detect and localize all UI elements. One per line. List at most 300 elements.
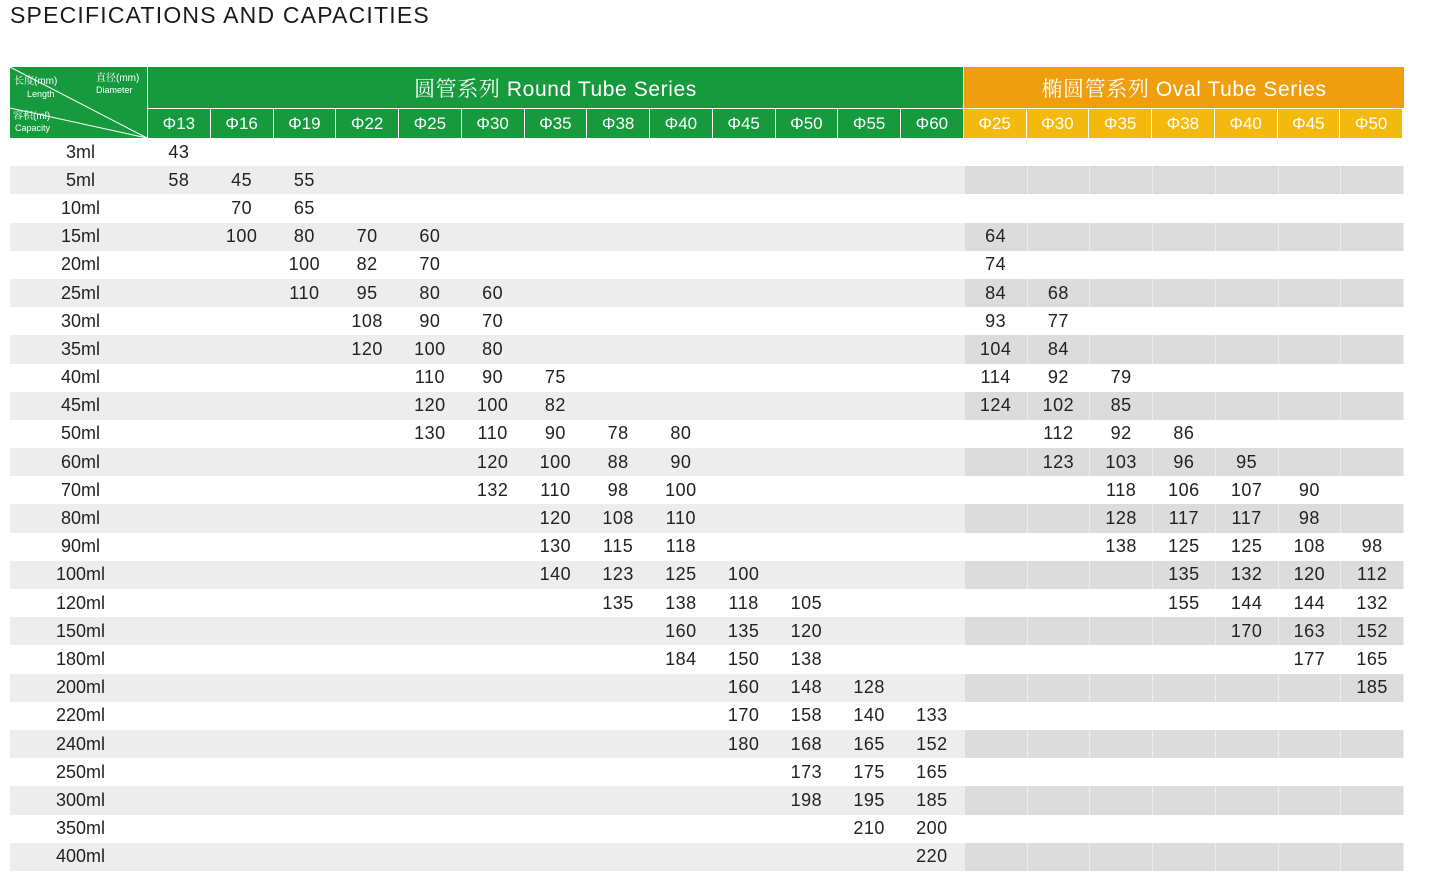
oval-length-cell (1090, 307, 1152, 335)
round-length-cell (901, 138, 963, 166)
round-length-cell (713, 194, 775, 222)
round-length-cell (587, 307, 649, 335)
round-length-cell (274, 843, 336, 871)
round-length-cell (211, 476, 273, 504)
oval-length-cell (965, 730, 1027, 758)
round-length-cell (901, 335, 963, 363)
oval-length-cell: 93 (985, 310, 1007, 331)
round-length-cell (901, 364, 963, 392)
oval-length-cell: 108 (1293, 536, 1326, 557)
capacity-label: 50ml (60, 423, 100, 444)
round-length-cell (776, 166, 838, 194)
round-length-cell (650, 307, 712, 335)
oval-length-cell (1028, 561, 1090, 589)
round-length-cell (776, 138, 838, 166)
round-length-cell (776, 251, 838, 279)
round-length-cell (838, 279, 900, 307)
oval-length-cell: 98 (1361, 536, 1383, 557)
round-length-cell (776, 448, 838, 476)
round-length-cell: 80 (482, 338, 504, 359)
oval-length-cell (1028, 786, 1090, 814)
oval-length-cell (1028, 504, 1090, 532)
round-length-cell (838, 223, 900, 251)
oval-length-cell (1153, 645, 1215, 673)
round-length-cell (462, 815, 524, 843)
round-length-cell (587, 786, 649, 814)
oval-length-cell (1028, 730, 1090, 758)
round-length-cell: 90 (544, 423, 566, 444)
oval-length-cell: 85 (1090, 392, 1152, 420)
capacity-label: 70ml (60, 479, 100, 500)
oval-length-cell: 74 (985, 254, 1007, 275)
round-length-cell (713, 533, 775, 561)
round-length-cell: 123 (602, 564, 634, 585)
round-length-cell: 108 (351, 310, 383, 331)
round-length-cell: 45 (231, 169, 253, 190)
round-length-cell (838, 589, 900, 617)
round-length-cell (462, 730, 524, 758)
oval-length-cell (1341, 843, 1403, 871)
oval-length-cell (1090, 843, 1152, 871)
oval-length-cell (965, 420, 1027, 448)
round-length-cell (148, 617, 210, 645)
round-length-cell (776, 533, 838, 561)
round-length-cell (838, 166, 900, 194)
round-length-cell (650, 166, 712, 194)
round-length-cell (211, 138, 273, 166)
round-length-cell (148, 730, 210, 758)
oval-length-cell (1216, 815, 1278, 843)
oval-length-cell (1216, 279, 1278, 307)
round-length-cell: 138 (790, 648, 823, 669)
round-length-cell (211, 307, 273, 335)
corner-header-cell (10, 67, 147, 138)
round-length-cell: 98 (607, 479, 629, 500)
oval-diameter-header: Φ38 (1152, 109, 1214, 138)
round-diameter-header: Φ35 (525, 109, 587, 138)
round-length-cell (776, 364, 838, 392)
round-length-cell (838, 476, 900, 504)
oval-length-cell: 124 (965, 392, 1027, 420)
table-row (10, 251, 1404, 279)
table-row (10, 645, 1404, 673)
oval-length-cell (1153, 279, 1215, 307)
round-length-cell (336, 138, 398, 166)
round-length-cell (462, 589, 524, 617)
oval-length-cell (1216, 166, 1278, 194)
round-length-cell (587, 617, 649, 645)
round-length-cell: 110 (540, 479, 571, 500)
round-length-cell (148, 194, 210, 222)
round-length-cell (148, 420, 210, 448)
round-length-cell (525, 815, 587, 843)
round-length-cell (650, 702, 712, 730)
table-row (10, 843, 1404, 871)
round-length-cell: 184 (665, 648, 697, 669)
oval-length-cell (1090, 645, 1152, 673)
oval-length-cell: 112 (1043, 423, 1074, 444)
round-length-cell (148, 758, 210, 786)
oval-diameter-header: Φ45 (1278, 109, 1340, 138)
round-length-cell: 100 (288, 254, 321, 275)
oval-length-cell (1090, 617, 1152, 645)
oval-length-cell (1216, 223, 1278, 251)
table-row (10, 279, 1404, 307)
round-length-cell (650, 138, 712, 166)
round-length-cell: 118 (728, 592, 759, 613)
round-length-cell (525, 702, 587, 730)
round-length-cell (211, 364, 273, 392)
oval-length-cell (1090, 702, 1152, 730)
oval-length-cell (1028, 166, 1090, 194)
round-length-cell: 135 (602, 592, 634, 613)
oval-length-cell (1028, 758, 1090, 786)
oval-length-cell (1090, 335, 1152, 363)
round-length-cell (713, 448, 775, 476)
round-length-cell: 100 (476, 395, 509, 416)
round-length-cell (336, 448, 398, 476)
round-diameter-header: Φ40 (650, 109, 712, 138)
round-length-cell (211, 645, 273, 673)
oval-length-cell (965, 589, 1027, 617)
oval-length-cell (1341, 166, 1403, 194)
capacity-label: 150ml (55, 620, 106, 641)
round-length-cell (148, 645, 210, 673)
round-length-cell (211, 815, 273, 843)
round-length-cell (713, 138, 775, 166)
table-row (10, 504, 1404, 532)
oval-length-cell (965, 476, 1027, 504)
round-length-cell: 100 (414, 338, 446, 359)
round-length-cell (462, 843, 524, 871)
oval-length-cell (1341, 194, 1403, 222)
oval-length-cell: 117 (1216, 504, 1278, 532)
round-length-cell (901, 476, 963, 504)
round-length-cell: 165 (916, 761, 948, 782)
round-length-cell (274, 561, 336, 589)
oval-tube-series-header: 椭圆管系列 Oval Tube Series (964, 67, 1404, 108)
round-length-cell (776, 815, 838, 843)
round-length-cell (274, 138, 336, 166)
oval-length-cell (1341, 758, 1403, 786)
oval-length-cell (1028, 223, 1090, 251)
round-length-cell (587, 843, 649, 871)
oval-length-cell (1341, 730, 1403, 758)
spec-table (10, 67, 1404, 871)
oval-length-cell: 138 (1105, 536, 1137, 557)
oval-length-cell: 120 (1279, 561, 1341, 589)
round-length-cell (525, 758, 587, 786)
round-length-cell: 82 (356, 254, 378, 275)
oval-length-cell: 79 (1110, 367, 1132, 388)
round-length-cell (901, 194, 963, 222)
round-length-cell (713, 392, 775, 420)
oval-diameter-header: Φ25 (964, 109, 1026, 138)
oval-length-cell (965, 645, 1027, 673)
round-length-cell (211, 589, 273, 617)
oval-length-cell (1279, 815, 1341, 843)
round-length-cell (587, 251, 649, 279)
round-length-cell: 160 (727, 677, 760, 698)
round-length-cell (462, 251, 524, 279)
round-length-cell (587, 223, 649, 251)
oval-length-cell (1341, 815, 1403, 843)
oval-length-cell (1153, 335, 1215, 363)
oval-length-cell (1153, 758, 1215, 786)
round-length-cell: 70 (356, 226, 378, 247)
oval-length-cell: 114 (980, 367, 1011, 388)
round-length-cell (148, 392, 210, 420)
oval-length-cell: 152 (1341, 617, 1403, 645)
round-length-cell: 160 (665, 620, 697, 641)
oval-length-cell (1279, 307, 1341, 335)
round-length-cell: 43 (168, 141, 190, 162)
capacity-label: 60ml (60, 451, 100, 472)
round-length-cell (650, 364, 712, 392)
oval-length-cell: 84 (965, 279, 1027, 307)
oval-length-cell (1028, 843, 1090, 871)
oval-length-cell (1341, 251, 1403, 279)
round-length-cell (525, 194, 587, 222)
round-length-cell (838, 364, 900, 392)
round-length-cell (776, 504, 838, 532)
round-length-cell (713, 786, 775, 814)
round-length-cell (525, 279, 587, 307)
oval-length-cell (965, 533, 1027, 561)
round-length-cell (713, 251, 775, 279)
round-length-cell: 80 (419, 282, 441, 303)
oval-length-cell (965, 448, 1027, 476)
oval-diameter-header: Φ40 (1215, 109, 1277, 138)
oval-length-cell: 103 (1090, 448, 1152, 476)
oval-length-cell: 144 (1293, 592, 1326, 613)
round-length-cell: 70 (482, 310, 504, 331)
oval-length-cell (1090, 194, 1152, 222)
table-row (10, 476, 1404, 504)
round-length-cell (462, 533, 524, 561)
round-length-cell: 110 (665, 508, 696, 529)
round-length-cell (901, 223, 963, 251)
round-length-cell: 118 (665, 536, 696, 557)
oval-length-cell (965, 702, 1027, 730)
round-length-cell (587, 194, 649, 222)
round-length-cell (211, 335, 273, 363)
oval-length-cell (965, 504, 1027, 532)
oval-length-cell (1216, 786, 1278, 814)
oval-length-cell (1216, 843, 1278, 871)
round-length-cell: 82 (544, 395, 566, 416)
round-length-cell: 100 (665, 479, 697, 500)
table-row (10, 335, 1404, 363)
capacity-label: 45ml (60, 395, 100, 416)
round-length-cell: 125 (665, 564, 697, 585)
table-row (10, 448, 1404, 476)
round-length-cell (525, 223, 587, 251)
round-length-cell (587, 815, 649, 843)
round-length-cell (336, 674, 398, 702)
round-length-cell (650, 279, 712, 307)
oval-length-cell (965, 617, 1027, 645)
round-length-cell: 75 (544, 367, 566, 388)
round-length-cell: 80 (670, 423, 692, 444)
round-length-cell (838, 420, 900, 448)
oval-length-cell (965, 758, 1027, 786)
round-length-cell: 80 (293, 226, 315, 247)
round-length-cell (713, 307, 775, 335)
round-length-cell (399, 617, 461, 645)
round-length-cell (211, 279, 273, 307)
oval-length-cell (965, 138, 1027, 166)
round-length-cell: 58 (168, 169, 190, 190)
round-diameter-header: Φ30 (462, 109, 524, 138)
round-diameter-header: Φ45 (713, 109, 775, 138)
oval-length-cell (1153, 815, 1215, 843)
round-length-cell: 60 (419, 226, 441, 247)
oval-length-cell (1216, 730, 1278, 758)
round-length-cell: 100 (727, 564, 760, 585)
round-tube-series-header: 圆管系列 Round Tube Series (148, 67, 963, 108)
oval-length-cell (1090, 589, 1152, 617)
round-length-cell (336, 476, 398, 504)
round-length-cell (525, 674, 587, 702)
round-length-cell (650, 392, 712, 420)
round-length-cell (211, 730, 273, 758)
round-length-cell (838, 392, 900, 420)
oval-length-cell (1279, 843, 1341, 871)
round-length-cell (838, 561, 900, 589)
round-length-cell: 90 (419, 310, 441, 331)
round-diameter-header: Φ13 (148, 109, 210, 138)
round-diameter-header: Φ38 (587, 109, 649, 138)
round-length-cell (525, 843, 587, 871)
capacity-label: 180ml (55, 648, 106, 669)
oval-length-cell (1341, 476, 1403, 504)
table-row (10, 223, 1404, 251)
oval-length-cell (965, 561, 1027, 589)
capacity-label: 300ml (55, 789, 106, 810)
round-length-cell: 130 (539, 536, 572, 557)
oval-length-cell (1090, 138, 1152, 166)
round-length-cell (274, 335, 336, 363)
round-length-cell: 100 (539, 451, 572, 472)
oval-length-cell (1216, 138, 1278, 166)
oval-length-cell (1028, 476, 1090, 504)
round-length-cell: 185 (916, 789, 948, 810)
oval-length-cell: 95 (1216, 448, 1278, 476)
round-length-cell (525, 786, 587, 814)
round-length-cell (462, 223, 524, 251)
round-length-cell (399, 730, 461, 758)
capacity-label: 240ml (55, 733, 106, 754)
round-length-cell (838, 194, 900, 222)
round-length-cell (336, 815, 398, 843)
round-length-cell (713, 476, 775, 504)
capacity-label: 200ml (55, 677, 106, 698)
round-length-cell (399, 589, 461, 617)
round-length-cell (148, 251, 210, 279)
oval-length-cell: 98 (1279, 504, 1341, 532)
round-length-cell (274, 420, 336, 448)
round-length-cell (148, 561, 210, 589)
round-length-cell (148, 279, 210, 307)
round-length-cell (148, 589, 210, 617)
table-row (10, 561, 1404, 589)
round-length-cell (274, 815, 336, 843)
oval-length-cell (1341, 307, 1403, 335)
oval-length-cell: 77 (1047, 310, 1069, 331)
capacity-label: 15ml (60, 226, 100, 247)
round-length-cell (274, 674, 336, 702)
round-length-cell (462, 194, 524, 222)
round-length-cell (274, 758, 336, 786)
round-length-cell (650, 786, 712, 814)
oval-length-cell: 86 (1173, 423, 1195, 444)
round-length-cell: 148 (790, 677, 823, 698)
round-length-cell: 170 (727, 705, 760, 726)
round-diameter-header: Φ16 (211, 109, 273, 138)
oval-length-cell (1090, 730, 1152, 758)
round-length-cell (399, 533, 461, 561)
round-length-cell (148, 476, 210, 504)
round-length-cell (211, 533, 273, 561)
oval-length-cell: 132 (1356, 592, 1388, 613)
round-length-cell (462, 702, 524, 730)
round-length-cell (274, 617, 336, 645)
round-length-cell (901, 674, 963, 702)
oval-length-cell (1279, 730, 1341, 758)
capacity-label: 35ml (60, 338, 100, 359)
round-length-cell (211, 504, 273, 532)
round-length-cell: 180 (727, 733, 760, 754)
round-length-cell (713, 364, 775, 392)
round-length-cell (399, 194, 461, 222)
round-length-cell: 195 (853, 789, 885, 810)
round-length-cell (336, 364, 398, 392)
round-length-cell: 120 (790, 620, 823, 641)
round-length-cell (650, 843, 712, 871)
oval-length-cell (1216, 702, 1278, 730)
oval-length-cell (1153, 194, 1215, 222)
round-length-cell: 78 (607, 423, 629, 444)
oval-length-cell (965, 843, 1027, 871)
round-length-cell (462, 617, 524, 645)
oval-length-cell (1028, 645, 1090, 673)
round-length-cell: 135 (727, 620, 760, 641)
round-length-cell (587, 335, 649, 363)
round-length-cell (713, 758, 775, 786)
round-length-cell (211, 617, 273, 645)
round-length-cell: 88 (607, 451, 629, 472)
oval-length-cell (1279, 392, 1341, 420)
table-row (10, 589, 1404, 617)
round-length-cell (838, 504, 900, 532)
round-diameter-header: Φ55 (838, 109, 900, 138)
capacity-label: 30ml (60, 310, 100, 331)
round-length-cell (399, 138, 461, 166)
oval-length-cell (1279, 758, 1341, 786)
round-length-cell (336, 392, 398, 420)
round-length-cell: 65 (293, 197, 315, 218)
round-length-cell (776, 392, 838, 420)
round-length-cell (336, 561, 398, 589)
round-length-cell (148, 448, 210, 476)
oval-length-cell (1216, 758, 1278, 786)
oval-length-cell (1279, 335, 1341, 363)
oval-length-cell (965, 674, 1027, 702)
round-length-cell: 210 (853, 818, 885, 839)
round-length-cell (462, 645, 524, 673)
oval-length-cell: 68 (1028, 279, 1090, 307)
